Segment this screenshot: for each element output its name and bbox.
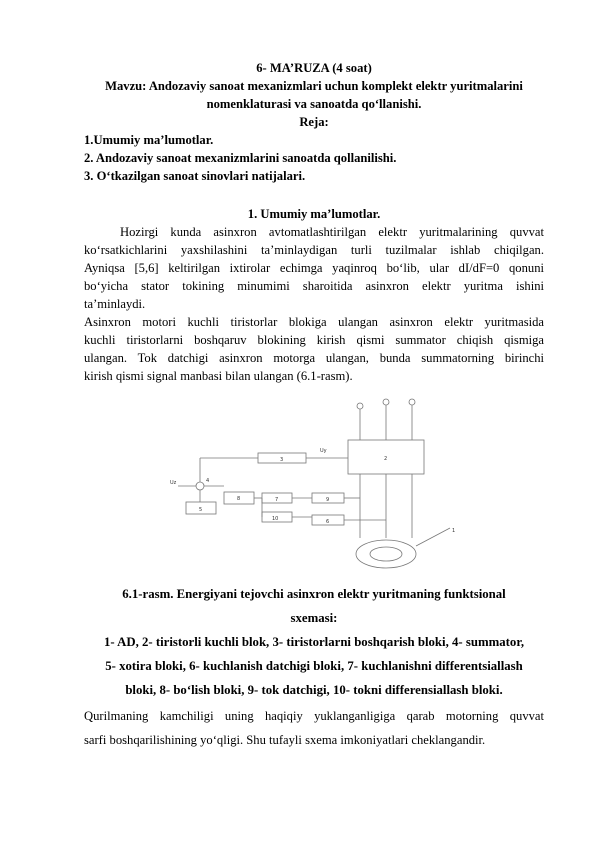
signal-label: Uy (320, 448, 327, 454)
block-label: 7 (275, 497, 279, 503)
paragraph-line: ta’minlaydi. (84, 297, 146, 311)
figure-caption: sxemasi: (290, 611, 338, 625)
paragraph-line: ko‘rsatkichlarini yaxshilashini ta’minlaydigan turli tuzilmalar ishlab chiqilgan. (84, 243, 544, 257)
paragraph-line: kirish qismi signal manbasi bilan ulangan (6.1-rasm). (84, 369, 353, 383)
topic-line: nomenklaturasi va sanoatda qo‘llanishi. (206, 97, 422, 111)
figure-caption: 6.1-rasm. Energiyani tejovchi asinxron elektr yuritmaning funktsional (122, 587, 506, 601)
terminal-icon (409, 399, 415, 405)
paragraph-line: Asinxron motori kuchli tiristorlar blokiga ulangan asinxron elektr yuritmasida (84, 315, 544, 329)
figure-caption: bloki, 8- bo‘lish bloki, 9- tok datchigi, 10- tokni differensiallash bloki. (125, 683, 503, 697)
topic-line: Mavzu: Andozaviy sanoat mexanizmlari uchun komplekt elektr yuritmalarini (105, 79, 523, 93)
block-label: 2 (384, 456, 388, 462)
block-label: 5 (199, 507, 203, 513)
terminal-icon (357, 403, 363, 409)
summator-icon (196, 482, 204, 490)
paragraph-line: Hozirgi kunda asinxron avtomatlashtirilgan elektr yuritmalarining quvvat (120, 225, 544, 239)
block-label: 10 (272, 516, 279, 522)
block-label: 3 (280, 457, 284, 463)
figure-caption: 5- xotira bloki, 6- kuchlanish datchigi bloki, 7- kuchlanishni differentsiallash (105, 659, 523, 673)
paragraph-line: Ayniqsa [5,6] keltirilgan ixtirolar echimga yaqinroq bo‘lib, ular dI/dF=0 qonuni (84, 261, 544, 275)
closing-line: sarfi boshqarilishining yo‘qligi. Shu tufayli sxema imkoniyatlari cheklangandir. (84, 733, 486, 747)
motor-icon (356, 540, 416, 568)
functional-scheme-diagram (150, 396, 470, 574)
block-label: 8 (237, 496, 241, 502)
block-label: 1 (452, 528, 456, 534)
figure-caption: 1- AD, 2- tiristorli kuchli blok, 3- tiristorlarni boshqarish bloki, 4- summator, (103, 635, 525, 649)
plan-item: 1.Umumiy ma’lumotlar. (84, 133, 214, 147)
paragraph-line: kuchli tiristorlarni boshqaruv blokining kirish qismi summator chiqish qismiga (84, 333, 544, 347)
plan-item: 3. O‘tkazilgan sanoat sinovlari natijalari. (84, 169, 306, 183)
section-heading: 1. Umumiy ma’lumotlar. (247, 207, 381, 221)
block-label: 6 (326, 519, 330, 525)
closing-line: Qurilmaning kamchiligi uning haqiqiy yuklanganligiga qarab motorning quvvat (84, 709, 544, 723)
paragraph-line: ulangan. Tok datchigi asinxron motorga ulangan, bunda summatorning birinchi (84, 351, 544, 365)
block-label: 9 (326, 497, 330, 503)
paragraph-line: bo‘yicha stator tokining minumimi sharoitida asinxron elektr yuritma ishini (84, 279, 544, 293)
terminal-icon (383, 399, 389, 405)
plan-title: Reja: (299, 115, 329, 129)
block-label: 4 (206, 478, 210, 484)
plan-item: 2. Andozaviy sanoat mexanizmlarini sanoatda qollanilishi. (84, 151, 397, 165)
signal-label: Uz (170, 480, 177, 486)
lecture-title: 6- MA’RUZA (4 soat) (256, 61, 372, 75)
